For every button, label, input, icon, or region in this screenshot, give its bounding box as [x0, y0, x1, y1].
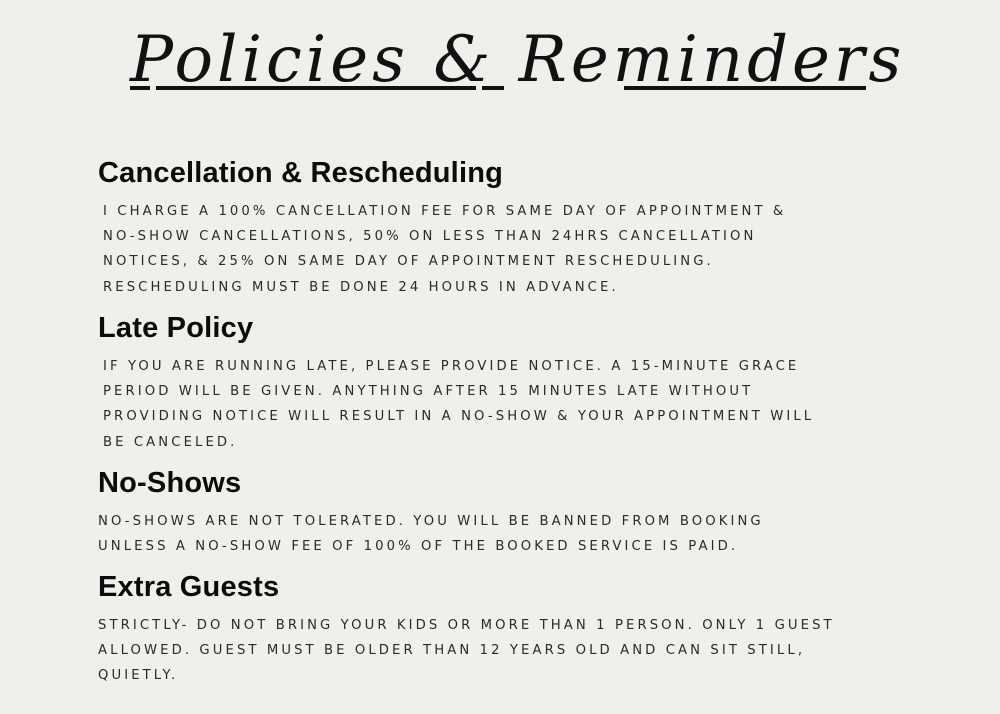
- body-line: UNLESS A NO-SHOW FEE OF 100% OF THE BOOKED SERVICE IS PAID.: [98, 539, 739, 555]
- title-text: Policies & Reminders: [130, 23, 906, 97]
- body-line: IF YOU ARE RUNNING LATE, PLEASE PROVIDE NOTICE. A 15-MINUTE GRACE: [103, 358, 800, 374]
- section-extra-guests: [98, 570, 898, 689]
- section-body: [98, 509, 898, 560]
- page-title: [130, 20, 906, 120]
- body-line: NO-SHOW CANCELLATIONS, 50% ON LESS THAN 24HRS CANCELLATION: [103, 229, 757, 245]
- body-line: RESCHEDULING MUST BE DONE 24 HOURS IN ADVANCE.: [103, 279, 619, 295]
- section-late-policy: [98, 311, 898, 455]
- body-line: BE CANCELED.: [103, 434, 238, 450]
- body-line: QUIETLY.: [98, 668, 179, 684]
- body-line: NO-SHOWS ARE NOT TOLERATED. YOU WILL BE BANNED FROM BOOKING: [98, 513, 764, 529]
- section-body: [98, 199, 898, 300]
- body-line: I CHARGE A 100% CANCELLATION FEE FOR SAME DAY OF APPOINTMENT &: [103, 203, 787, 219]
- body-line: PERIOD WILL BE GIVEN. ANYTHING AFTER 15 MINUTES LATE WITHOUT: [103, 384, 754, 400]
- section-heading: Late Policy: [98, 312, 254, 344]
- section-no-shows: [98, 466, 898, 559]
- body-line: NOTICES, & 25% ON SAME DAY OF APPOINTMENT RESCHEDULING.: [103, 254, 714, 270]
- section-heading: No-Shows: [98, 467, 242, 499]
- body-line: ALLOWED. GUEST MUST BE OLDER THAN 12 YEARS OLD AND CAN SIT STILL,: [98, 643, 806, 659]
- section-body: [98, 354, 898, 455]
- section-heading: Cancellation & Rescheduling: [98, 157, 504, 189]
- body-line: STRICTLY- DO NOT BRING YOUR KIDS OR MORE THAN 1 PERSON. ONLY 1 GUEST: [98, 617, 835, 633]
- body-line: PROVIDING NOTICE WILL RESULT IN A NO-SHOW & YOUR APPOINTMENT WILL: [103, 409, 815, 425]
- section-cancellation: [98, 156, 898, 300]
- section-heading: Extra Guests: [98, 571, 280, 603]
- section-body: [98, 613, 898, 689]
